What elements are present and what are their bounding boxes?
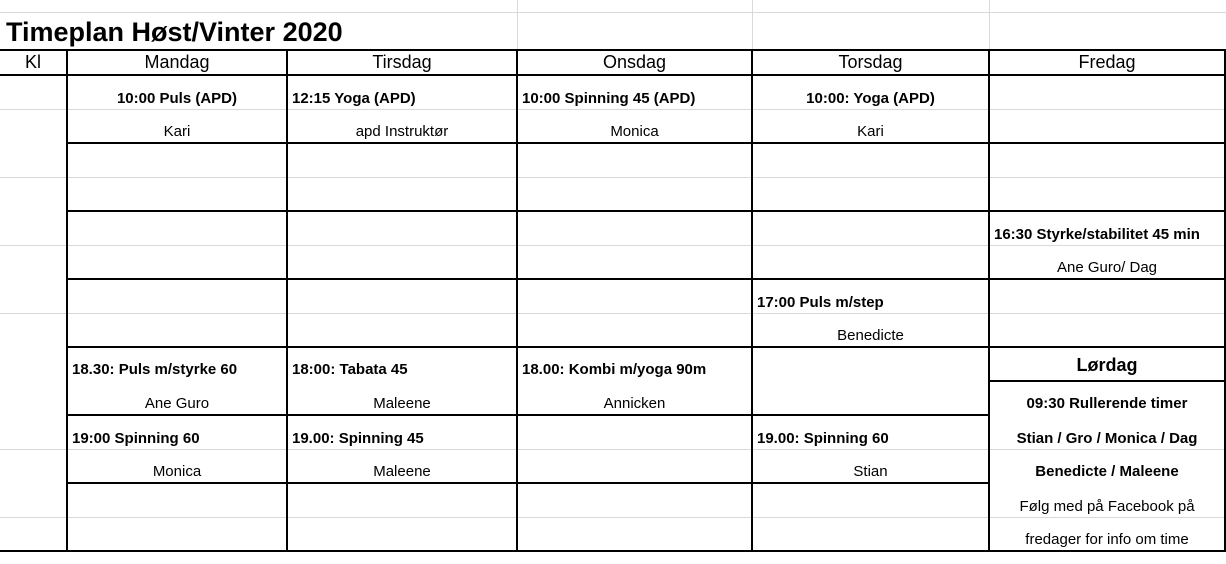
class-instructor: Benedicte / Maleene bbox=[1035, 463, 1179, 480]
border bbox=[66, 210, 1226, 212]
class-instructor: Maleene bbox=[373, 463, 431, 480]
header-thursday: Torsdag bbox=[838, 52, 903, 72]
class-name: 12:15 Yoga (APD) bbox=[292, 90, 416, 107]
saturday-note: Følg med på Facebook på bbox=[1019, 498, 1195, 515]
class-instructor: Kari bbox=[163, 123, 191, 140]
class-instructor: apd Instruktør bbox=[355, 123, 449, 140]
class-name: 19.00: Spinning 45 bbox=[292, 430, 424, 447]
border bbox=[988, 380, 1226, 382]
class-instructor: Ane Guro/ Dag bbox=[1056, 259, 1158, 276]
header-kl: Kl bbox=[24, 52, 41, 72]
header-monday: Mandag bbox=[144, 52, 210, 72]
gridline bbox=[0, 177, 1226, 178]
class-instructor: Annicken bbox=[603, 395, 666, 412]
gridline bbox=[0, 313, 1226, 314]
saturday-note: fredager for info om time bbox=[1025, 531, 1189, 548]
class-name: 16:30 Styrke/stabilitet 45 min bbox=[994, 226, 1200, 243]
class-instructor: Ane Guro bbox=[144, 395, 210, 412]
class-name: 17:00 Puls m/step bbox=[757, 294, 884, 311]
class-name: 19.00: Spinning 60 bbox=[757, 430, 889, 447]
class-name: 18:00: Tabata 45 bbox=[292, 361, 408, 378]
sheet-title: Timeplan Høst/Vinter 2020 bbox=[6, 16, 343, 47]
class-name: 19:00 Spinning 60 bbox=[72, 430, 200, 447]
class-instructor: Kari bbox=[857, 123, 884, 140]
class-name: 10:00 Spinning 45 (APD) bbox=[522, 90, 696, 107]
border bbox=[66, 346, 1226, 348]
class-name: 18.00: Kombi m/yoga 90m bbox=[522, 361, 707, 378]
class-name: 10:00 Puls (APD) bbox=[116, 90, 238, 107]
class-instructor: Maleene bbox=[373, 395, 431, 412]
border bbox=[0, 74, 1226, 76]
header-tuesday: Tirsdag bbox=[372, 52, 432, 72]
class-name: 10:00: Yoga (APD) bbox=[806, 90, 935, 107]
class-instructor: Benedicte bbox=[837, 327, 904, 344]
class-instructor: Monica bbox=[610, 123, 659, 140]
header-wednesday: Onsdag bbox=[602, 52, 667, 72]
header-friday: Fredag bbox=[1078, 52, 1136, 72]
saturday-label: Lørdag bbox=[1076, 354, 1138, 375]
class-instructor: Monica bbox=[152, 463, 202, 480]
gridline bbox=[0, 12, 1226, 13]
class-instructor: Stian / Gro / Monica / Dag bbox=[1016, 430, 1198, 447]
class-name: 18.30: Puls m/styrke 60 bbox=[72, 361, 238, 378]
class-instructor: Stian bbox=[853, 463, 888, 480]
class-name: 09:30 Rullerende timer bbox=[1026, 395, 1188, 412]
